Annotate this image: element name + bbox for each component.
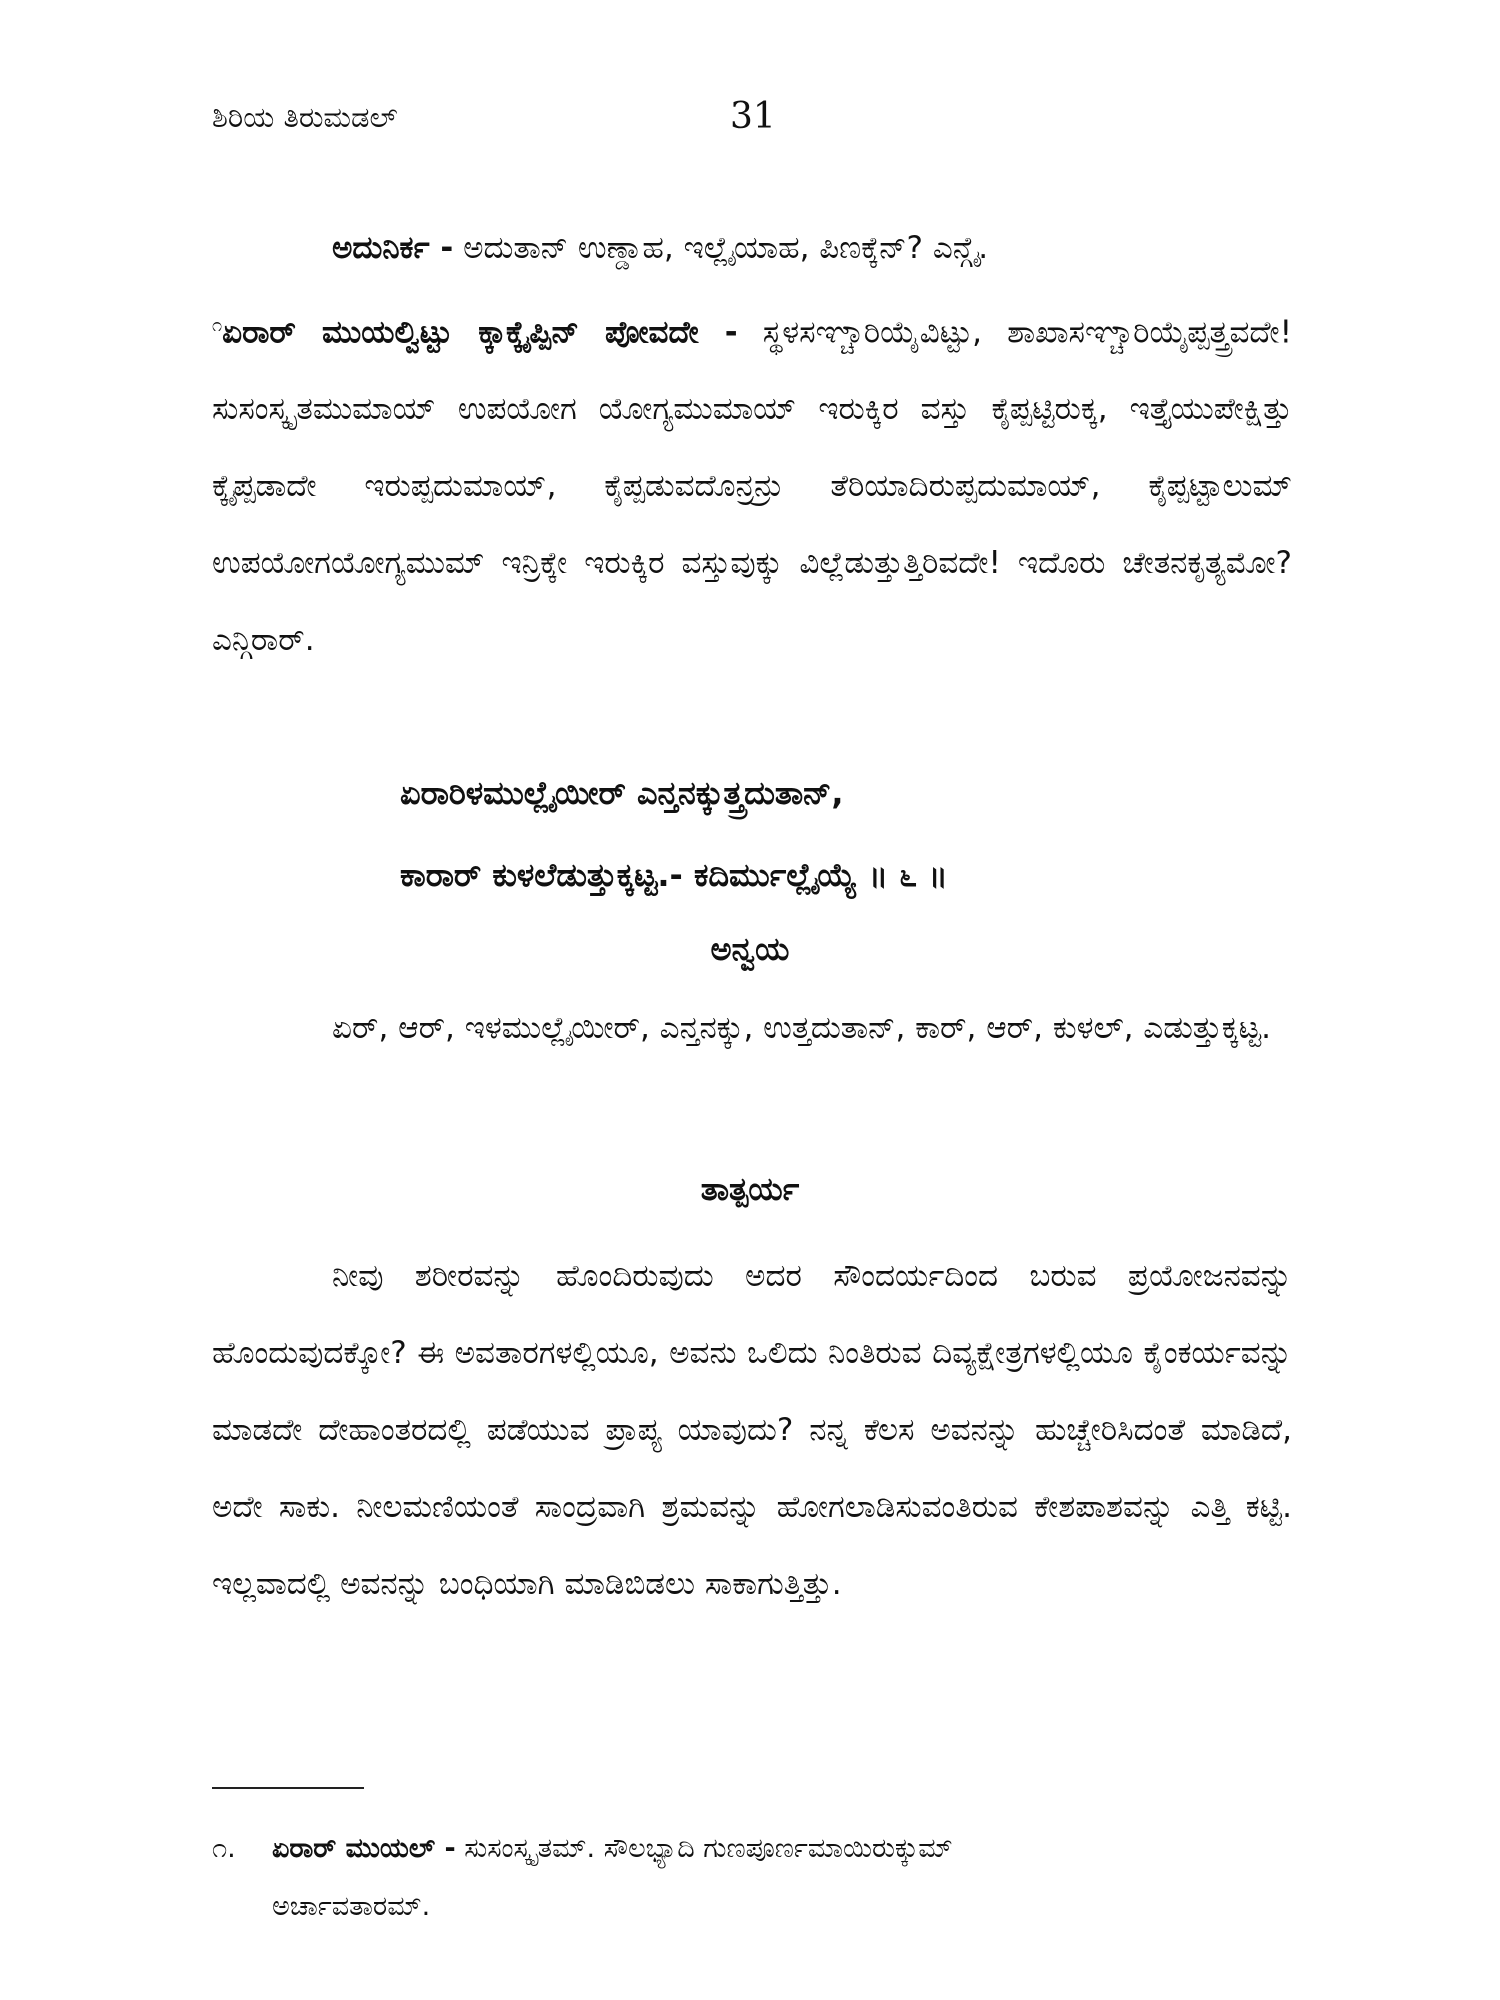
footnote-number: ೧. [212, 1833, 236, 1864]
footnote-divider [212, 1787, 364, 1789]
commentary-paragraph [212, 210, 1292, 679]
footnote-marker: ೧ [212, 315, 223, 336]
tatparya-heading: ತಾತ್ಪರ್ಯ [700, 1170, 800, 1208]
verse-block [400, 752, 1300, 916]
page-number: 31 [730, 96, 776, 137]
commentary-text-1: ಅದುತಾನ್ ಉಣ್ಡಾಹ, ಇಲ್ಲೈಯಾಹ, ಪಿಣಕ್ಕೆನ್? ಎನ್ಗೈ. [453, 230, 989, 266]
commentary-phrase: ಏರಾರ್ ಮುಯಲ್ವಿಟ್ಟು ಕ್ಕಾಕ್ಕೈಪ್ಪಿನ್ ಪೋವದೇ - [222, 314, 738, 351]
verse-line-2: ಕಾರಾರ್ ಕುಳಲೆಡುತ್ತುಕ್ಕಟ್ಟ.- ಕದಿರ್ಮುಲ್ಲೈಯ್ಯೆ ॥ ೬ ॥ [400, 856, 948, 894]
footnote-text-1: ಸುಸಂಸ್ಕೃತಮ್. ಸೌಲಭ್ಯಾದಿ ಗುಣಪೂರ್ಣಮಾಯಿರುಕ್ಕುಮ್ [455, 1833, 953, 1864]
commentary-lead-term: ಅದುನಿರ್ಕ - [332, 230, 454, 266]
footnote-line-2: ಅರ್ಚಾವತಾರಮ್. [272, 1891, 431, 1922]
tatparya-text: ನೀವು ಶರೀರವನ್ನು ಹೊಂದಿರುವುದು ಅದರ ಸೌಂದರ್ಯದಿಂದ ಬರುವ ಪ್ರಯೋಜನವನ್ನು ಹೊಂದುವುದಕ್ಕೋ? ಈ ಅವತಾರಗಳಲ್ಲಿಯೂ, ಅವನು ಒಲಿದು ನಿಂತಿರುವ ದಿವ್ಯಕ್ಷೇತ್ರಗಳಲ್ಲಿಯೂ ಕೈಂಕರ್ಯವನ್ನು ಮಾಡದೇ ದೇಹಾಂತರದಲ್ಲಿ ಪಡೆಯುವ ಪ್ರಾಪ್ಯ ಯಾವುದು? ನನ್ನ ಕೆಲಸ ಅವನನ್ನು ಹುಚ್ಚೇರಿಸಿದಂತೆ ಮಾಡಿದೆ, ಅದೇ ಸಾಕು. ನೀಲಮಣಿಯಂತೆ ಸಾಂದ್ರವಾಗಿ ಶ್ರಮವನ್ನು ಹೋಗಲಾಡಿಸುವಂತಿರುವ ಕೇಶಪಾಶವನ್ನು ಎತ್ತಿ ಕಟ್ಟಿ. ಇಲ್ಲವಾದಲ್ಲಿ ಅವನನ್ನು ಬಂಧಿಯಾಗಿ ಮಾಡಿಬಿಡಲು ಸಾಕಾಗುತ್ತಿತ್ತು. [212, 1258, 1292, 1602]
running-header: ಶಿರಿಯ ತಿರುಮಡಲ್ [212, 100, 398, 134]
anvaya-text: ಏರ್, ಆರ್, ಇಳಮುಲ್ಲೈಯೀರ್, ಎನ್ತನಕ್ಕು, ಉತ್ತದುತಾನ್, ಕಾರ್, ಆರ್, ಕುಳಲ್, ಎಡುತ್ತುಕ್ಕಟ್ಟ. [332, 1010, 1271, 1046]
footnote-line-1 [212, 1820, 1292, 1878]
footnote [212, 1820, 1292, 1936]
commentary-text-2: ಸ್ಥಳಸಞ್ಚಾರಿಯೈವಿಟ್ಟು, ಶಾಖಾಸಞ್ಚಾರಿಯೈಪ್ಪತ್ತ್ರವದೇ! ಸುಸಂಸ್ಕೃತಮುಮಾಯ್ ಉಪಯೋಗ ಯೋಗ್ಯಮುಮಾಯ್ ಇರುಕ್ಕಿರ ವಸ್ತು ಕೈಪ್ಪಟ್ಟಿರುಕ್ಕ, ಇತ್ತೈಯುಪೇಕ್ಷಿತ್ತು ಕ್ಕೈಪ್ಪಡಾದೇ ಇರುಪ್ಪದುಮಾಯ್, ಕೈಪ್ಪಡುವದೊನ್ರನ್ರು ತೆರಿಯಾದಿರುಪ್ಪದುಮಾಯ್, ಕೈಪ್ಪಟ್ಟಾಲುಮ್ ಉಪಯೋಗಯೋಗ್ಯಮುಮ್ ಇನ್ರಿಕ್ಕೇ ಇರುಕ್ಕಿರ ವಸ್ತುವುಕ್ಕು ವಿಲ್ಲೆಡುತ್ತುತ್ತಿರಿವದೇ! ಇದೊರು ಚೇತನಕೃತ್ಯಮೋ? ಎನ್ಗಿರಾರ್. [212, 314, 1292, 659]
verse-line-1: ಏರಾರಿಳಮುಲ್ಲೈಯೀರ್ ಎನ್ತನಕ್ಕುತ್ತ್ರದುತಾನ್, [400, 774, 844, 812]
anvaya-heading: ಅನ್ವಯ [710, 930, 790, 968]
footnote-term: ಏರಾರ್ ಮುಯಲ್ - [272, 1833, 456, 1864]
